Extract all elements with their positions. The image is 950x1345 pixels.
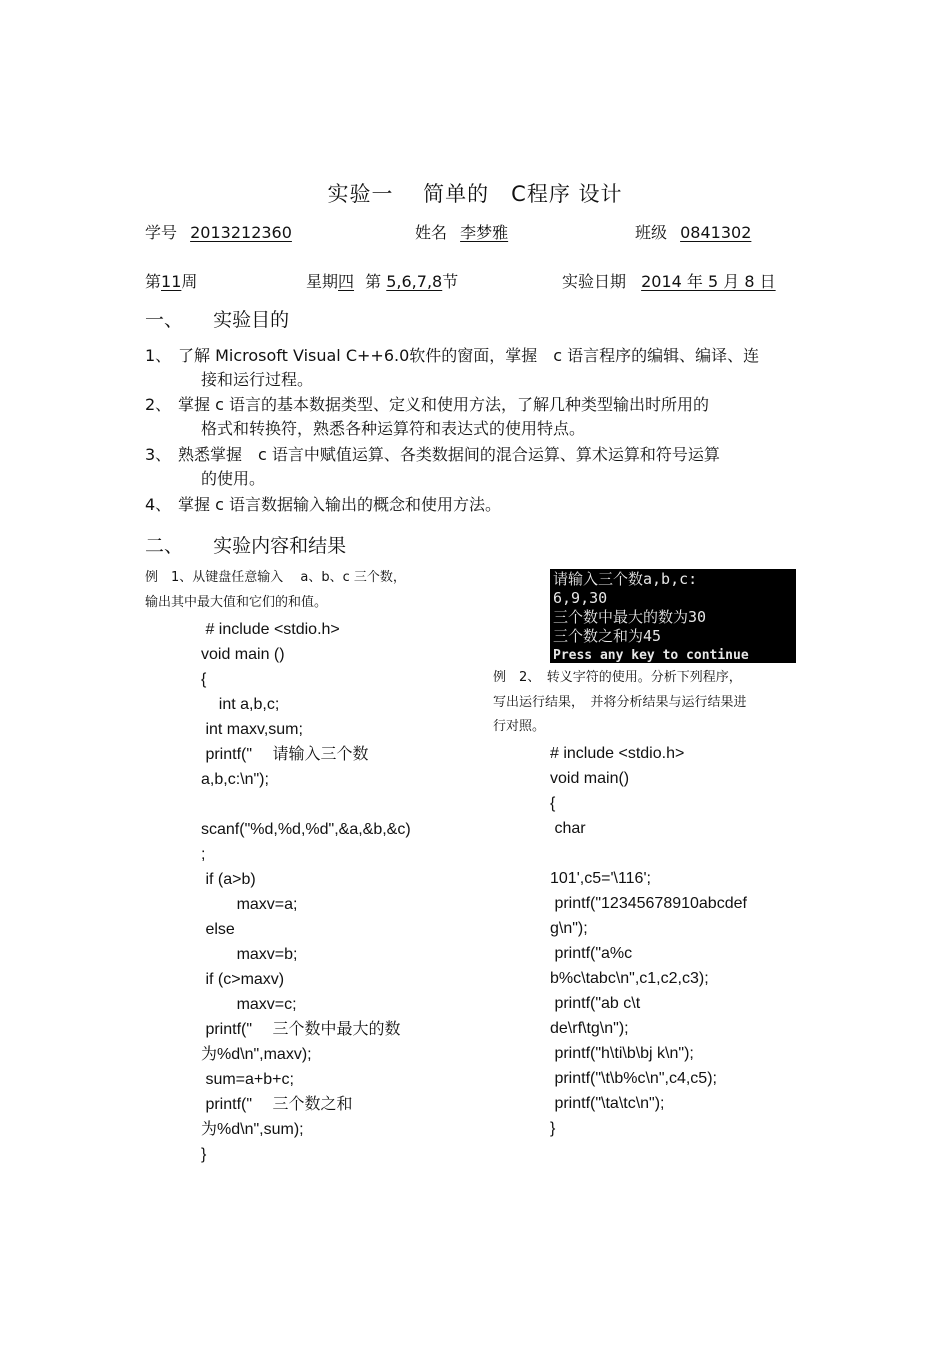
class-info bbox=[635, 220, 751, 243]
section-2-title: 实验内容和结果 bbox=[213, 535, 347, 557]
console-line: Press any key to continue bbox=[553, 648, 749, 663]
console-line: 三个数中最大的数为30 bbox=[553, 608, 707, 626]
code-line: printf("\ta\tc\n"); bbox=[550, 1095, 665, 1112]
code-line: } bbox=[201, 1146, 207, 1163]
console-line: 请输入三个数a,b,c: bbox=[553, 570, 698, 588]
objective-text: 掌握 c 语言的基本数据类型、定义和使用方法，了解几种类型输出时所用的 bbox=[178, 395, 709, 414]
student-name bbox=[415, 220, 508, 243]
objective-item bbox=[145, 393, 709, 417]
date-value: 2014 年 5 月 8 日 bbox=[641, 272, 776, 291]
period-value: 5,6,7,8 bbox=[386, 272, 443, 291]
weekday-value: 四 bbox=[338, 272, 355, 291]
example-2-desc: 行对照。 bbox=[493, 719, 546, 734]
class-value: 0841302 bbox=[680, 223, 752, 242]
code-line: void main () bbox=[201, 646, 285, 663]
example-2-desc: 例 2、 转义字符的使用。分析下列程序， bbox=[493, 670, 742, 685]
objective-number: 2、 bbox=[145, 395, 172, 414]
section-2-heading bbox=[145, 531, 346, 558]
code-line: printf(" 三个数之和 bbox=[201, 1096, 353, 1113]
objective-text: 熟悉掌握 c 语言中赋值运算、各类数据间的混合运算、算术运算和符号运算 bbox=[178, 445, 720, 464]
week-value: 11 bbox=[161, 272, 182, 291]
code-line: int a,b,c; bbox=[201, 696, 280, 713]
code-line: printf("a%c bbox=[550, 945, 633, 962]
section-2-number: 二、 bbox=[145, 535, 184, 557]
section-1-heading bbox=[145, 305, 289, 332]
section-1-title: 实验目的 bbox=[213, 309, 290, 331]
code-line: printf(" 三个数中最大的数 bbox=[201, 1021, 401, 1038]
code-line: void main() bbox=[550, 770, 630, 787]
code-line: printf("ab c\t bbox=[550, 995, 641, 1012]
code-line: maxv=b; bbox=[201, 946, 298, 963]
code-line: char bbox=[550, 820, 586, 837]
example-1-desc: 输出其中最大值和它们的和值。 bbox=[145, 595, 328, 610]
code-line: scanf("%d,%d,%d",&a,&b,&c) bbox=[201, 821, 411, 838]
example-2-code bbox=[550, 741, 747, 1141]
code-line: printf("\t\b%c\n",c4,c5); bbox=[550, 1070, 717, 1087]
student-name-value: 李梦雅 bbox=[460, 223, 509, 242]
objective-number: 3、 bbox=[145, 445, 172, 464]
code-line: sum=a+b+c; bbox=[201, 1071, 294, 1088]
code-line: printf("h\ti\b\bj k\n"); bbox=[550, 1045, 694, 1062]
code-line: } bbox=[550, 1120, 556, 1137]
code-line: maxv=c; bbox=[201, 996, 297, 1013]
student-id bbox=[145, 220, 292, 243]
code-line: 为%d\n",sum); bbox=[201, 1121, 304, 1138]
code-line: { bbox=[550, 795, 556, 812]
example-1-code bbox=[201, 617, 411, 1167]
code-line: ; bbox=[201, 846, 206, 863]
example-2-desc: 写出运行结果， 并将分析结果与运行结果进 bbox=[493, 695, 747, 710]
student-name-label: 姓名 bbox=[415, 223, 448, 242]
code-line: int maxv,sum; bbox=[201, 721, 303, 738]
code-line: { bbox=[201, 671, 207, 688]
code-line: de\rf\tg\n"); bbox=[550, 1020, 629, 1037]
weekday-label: 星期 bbox=[306, 272, 339, 291]
code-line: 101',c5='\116'; bbox=[550, 870, 651, 887]
class-label: 班级 bbox=[635, 223, 668, 242]
code-line: else bbox=[201, 921, 235, 938]
code-line bbox=[550, 841, 747, 866]
code-line: printf(" 请输入三个数 bbox=[201, 746, 369, 763]
schedule-info bbox=[306, 269, 458, 292]
code-line: 为%d\n",maxv); bbox=[201, 1046, 312, 1063]
code-line: g\n"); bbox=[550, 920, 588, 937]
console-output bbox=[550, 569, 796, 663]
objective-text-cont: 格式和转换符，熟悉各种运算符和表达式的使用特点。 bbox=[201, 419, 586, 438]
student-id-value: 2013212360 bbox=[190, 223, 292, 242]
objective-number: 1、 bbox=[145, 346, 172, 365]
console-line: 三个数之和为45 bbox=[553, 627, 662, 645]
objective-text: 掌握 c 语言数据输入输出的概念和使用方法。 bbox=[178, 495, 501, 514]
page-title: 实验一 简单的 C程序 设计 bbox=[327, 182, 623, 206]
week-suffix: 周 bbox=[181, 272, 198, 291]
code-line: # include <stdio.h> bbox=[201, 621, 340, 638]
code-line: # include <stdio.h> bbox=[550, 745, 685, 762]
code-line: b%c\tabc\n",c1,c2,c3); bbox=[550, 970, 709, 987]
period-suffix: 节 bbox=[442, 272, 459, 291]
objective-number: 4、 bbox=[145, 495, 172, 514]
code-line: maxv=a; bbox=[201, 896, 298, 913]
date-info bbox=[562, 269, 776, 292]
objective-item bbox=[145, 493, 501, 517]
code-line: printf("12345678910abcdef bbox=[550, 895, 747, 912]
objective-text: 了解 Microsoft Visual C++6.0软件的窗面，掌握 c 语言程序的编辑、编译、连 bbox=[178, 346, 760, 365]
code-line: if (c>maxv) bbox=[201, 971, 285, 988]
section-1-number: 一、 bbox=[145, 309, 184, 331]
objective-item bbox=[145, 344, 760, 368]
objective-item bbox=[145, 443, 720, 467]
code-line: if (a>b) bbox=[201, 871, 256, 888]
code-line bbox=[201, 792, 411, 817]
example-1-desc: 例 1、从键盘任意输入 a、b、c 三个数， bbox=[145, 570, 406, 585]
console-line: 6,9,30 bbox=[553, 589, 608, 607]
period-prefix: 第 bbox=[365, 272, 382, 291]
date-label: 实验日期 bbox=[562, 272, 627, 291]
objective-text-cont: 接和运行过程。 bbox=[201, 370, 314, 389]
week-info bbox=[145, 269, 197, 292]
objective-text-cont: 的使用。 bbox=[201, 469, 266, 488]
student-id-label: 学号 bbox=[145, 223, 178, 242]
code-line: a,b,c:\n"); bbox=[201, 771, 269, 788]
week-prefix: 第 bbox=[145, 272, 162, 291]
